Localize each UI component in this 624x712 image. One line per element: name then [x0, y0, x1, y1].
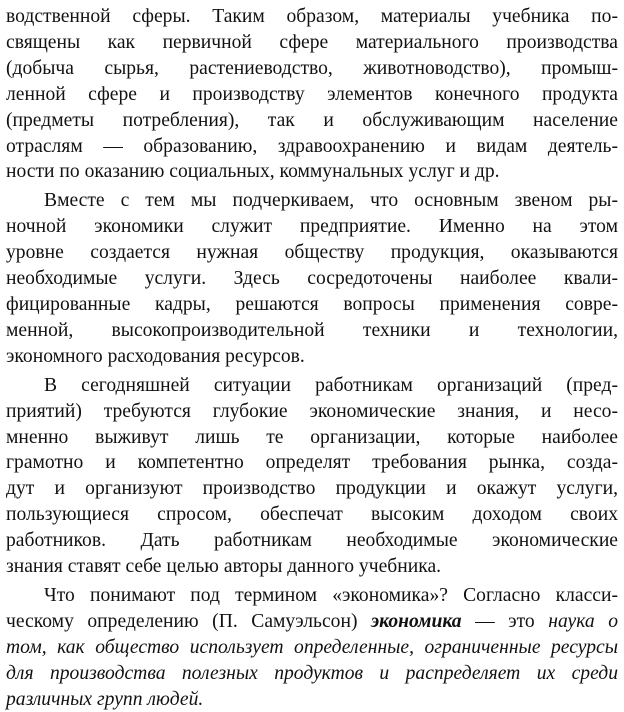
- text-line: отраслям — образованию, здравоохранению и видам деятель-: [6, 135, 618, 157]
- body-text: [6, 4, 618, 580]
- paragraph: [6, 4, 618, 185]
- text-line: ности по оказанию социальных, коммунальных услуг и др.: [6, 161, 500, 183]
- text-line: уровне создается нужная обществу продукция, оказываются: [6, 242, 618, 264]
- text-line: ленной сфере и производству элементов конечного продукта: [6, 83, 618, 105]
- text-line: ночной экономики служит предприятие. Именно на этом: [6, 216, 618, 238]
- paragraph: [6, 188, 618, 369]
- text-line: работников. Дать работникам необходимые экономические: [6, 530, 618, 552]
- paragraph-definition: [6, 583, 618, 712]
- text-line: (предметы потребления), так и обслуживающим население: [6, 109, 618, 131]
- text-line: (добыча сырья, растениеводство, животноводство), промыш-: [6, 57, 618, 79]
- text-line: Что понимают под термином «экономика»? Согласно класси-: [44, 584, 618, 606]
- text-line: фицированные кадры, решаются вопросы применения совре-: [6, 293, 618, 315]
- text-line: Вместе с тем мы подчеркиваем, что основным звеном ры-: [44, 190, 618, 212]
- text-segment: — это: [461, 610, 549, 632]
- text-line: священы как первичной сфере материального производства: [6, 31, 618, 53]
- text-line: менной, высокопроизводительной техники и технологии,: [6, 319, 618, 341]
- definition-line: для производства полезных продуктов и распределяет их среди: [6, 662, 618, 684]
- text-segment: ческому определению (П. Самуэльсон): [6, 610, 371, 632]
- text-line: приятий) требуются глубокие экономические знания, и несо-: [6, 400, 618, 422]
- text-line: В сегодняшней ситуации работникам организаций (пред-: [44, 374, 618, 396]
- text-line: водственной сферы. Таким образом, материалы учебника по-: [6, 6, 618, 27]
- definition-line: том, как общество использует определенные, ограниченные ресурсы: [6, 636, 618, 658]
- text-line: пользующиеся спросом, обеспечат высоким доходом своих: [6, 504, 618, 526]
- text-line: грамотно и компетентно определят требования рынка, созда-: [6, 452, 618, 474]
- definition-text: наука о: [548, 610, 618, 632]
- text-line: необходимые услуги. Здесь сосредоточены наиболее квали-: [6, 268, 618, 290]
- text-line: дут и организуют производство продукции и окажут услуги,: [6, 478, 618, 500]
- text-line: экономного расходования ресурсов.: [6, 345, 305, 367]
- term-economics: экономика: [371, 610, 462, 632]
- text-line: мненно выживут лишь те организации, которые наиболее: [6, 426, 618, 448]
- paragraph: [6, 373, 618, 580]
- definition-line: различных групп людей.: [6, 688, 204, 710]
- text-line: [6, 609, 618, 635]
- text-line: знания ставят себе целью авторы данного учебника.: [6, 556, 442, 578]
